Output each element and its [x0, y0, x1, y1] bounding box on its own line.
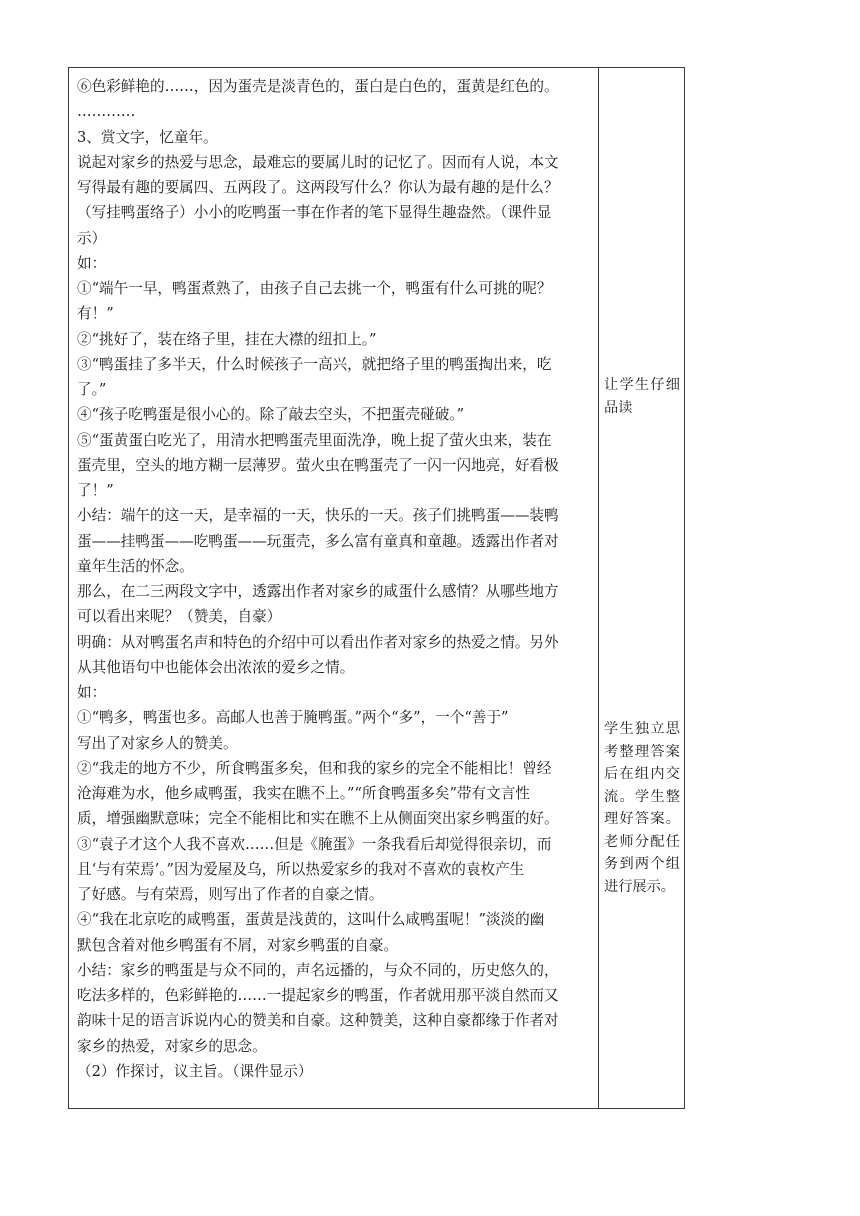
text-line: 如：	[77, 684, 107, 701]
text-line: ③“袁子才这个人我不喜欢……但是《腌蛋》一条我看后却觉得很亲切，而	[77, 835, 552, 853]
text-line: ④“孩子吃鸭蛋是很小心的。除了敲去空头，不把蛋壳碰破。”	[77, 406, 465, 424]
text-line: 了！”	[77, 482, 114, 499]
text-line: ③“鸭蛋挂了多半天，什么时候孩子一高兴，就把络子里的鸭蛋掏出来，吃	[77, 355, 552, 373]
ellipsis-line: …………	[77, 103, 136, 121]
text-line: ①“鸭多，鸭蛋也多。高邮人也善于腌鸭蛋。”两个“多”，一个“善于”	[77, 709, 509, 727]
text-line: 从其他语句中也能体会出浓浓的爱乡之情。	[77, 658, 355, 676]
section-heading: 3、赏文字，忆童年。	[77, 128, 218, 146]
text-line: 童年生活的怀念。	[77, 557, 194, 575]
text-line: 写得最有趣的要属四、五两段了。这两段写什么？你认为最有趣的是什么？	[77, 179, 559, 196]
teaching-content-cell	[77, 74, 593, 1084]
text-line: （写挂鸭蛋络子）小小的吃鸭蛋一事在作者的笔下显得生趣盎然。（课件显	[77, 204, 552, 222]
text-line: 家乡的热爱，对家乡的思念。	[77, 1037, 267, 1055]
text-line: 沧海难为水，他乡咸鸭蛋，我实在瞧不上。”“所食鸭蛋多矣”带有文言性	[77, 785, 530, 802]
text-line: 蛋——挂鸭蛋——吃鸭蛋——玩蛋壳，多么富有童真和童趣。透露出作者对	[77, 532, 559, 550]
column-divider	[598, 68, 599, 1108]
text-line: ①“端午一早，鸭蛋煮熟了，由孩子自己去挑一个，鸭蛋有什么可挑的呢？	[77, 280, 552, 297]
text-line: ⑥色彩鲜艳的……，因为蛋壳是淡青色的，蛋白是白色的，蛋黄是红色的。	[77, 78, 559, 95]
text-line: 有！”	[77, 305, 114, 323]
text-line: ⑤“蛋黄蛋白吃光了，用清水把鸭蛋壳里面洗净，晚上捉了萤火虫来，装在	[77, 431, 552, 449]
text-line: 韵味十足的语言诉说内心的赞美和自豪。这种赞美，这种自豪都缘于作者对	[77, 1012, 559, 1030]
lesson-plan-table	[68, 67, 685, 1109]
text-line: 明确：从对鸭蛋名声和特色的介绍中可以看出作者对家乡的热爱之情。另外	[77, 633, 559, 651]
text-line: 小结：端午的这一天，是幸福的一天，快乐的一天。孩子们挑鸭蛋——装鸭	[77, 507, 559, 525]
text-line: 吃法多样的，色彩鲜艳的……一提起家乡的鸭蛋，作者就用那平淡自然而又	[77, 987, 559, 1004]
text-line: 且‘与有荣焉’。”因为爱屋及乌，所以热爱家乡的我对不喜欢的袁枚产生	[77, 860, 525, 878]
text-line: 蛋壳里，空头的地方糊一层薄罗。萤火虫在鸭蛋壳了一闪一闪地亮，好看极	[77, 456, 559, 474]
text-line: ②“挑好了，装在络子里，挂在大襟的纽扣上。”	[77, 330, 377, 348]
text-line: 如：	[77, 254, 107, 272]
text-line: 了。”	[77, 381, 107, 398]
text-line: 说起对家乡的热爱与思念，最难忘的要属儿时的记忆了。因而有人说，本文	[77, 153, 559, 171]
text-line: 了好感。与有荣焉，则写出了作者的自豪之情。	[77, 886, 384, 903]
text-line: ④“我在北京吃的咸鸭蛋，蛋黄是浅黄的，这叫什么咸鸭蛋呢！”淡淡的幽	[77, 911, 545, 929]
text-line: 那么，在二三两段文字中，透露出作者对家乡的咸蛋什么感情？从哪些地方	[77, 583, 559, 600]
student-activity-note: 让学生仔细品读	[604, 377, 680, 416]
text-line: 质，增强幽默意味；完全不能相比和实在瞧不上从侧面突出家乡鸭蛋的好。	[77, 810, 559, 828]
text-line: ②“我走的地方不少，所食鸭蛋多矣，但和我的家乡的完全不能相比！曾经	[77, 759, 552, 777]
text-line: 小结：家乡的鸭蛋是与众不同的，声名远播的，与众不同的，历史悠久的，	[77, 961, 559, 979]
text-line: 示）	[77, 229, 107, 247]
text-line: 可以看出来呢？（赞美，自豪）	[77, 608, 282, 626]
student-activity-note: 学生独立思考整理答案后在组内交流。学生整理好答案。老师分配任务到两个组进行展示。	[604, 721, 680, 895]
text-line: 默包含着对他乡鸭蛋有不屑，对家乡鸭蛋的自豪。	[77, 936, 399, 954]
text-line: 写出了对家乡人的赞美。	[77, 734, 238, 752]
text-line: （2）作探讨，议主旨。（课件显示）	[77, 1062, 313, 1080]
